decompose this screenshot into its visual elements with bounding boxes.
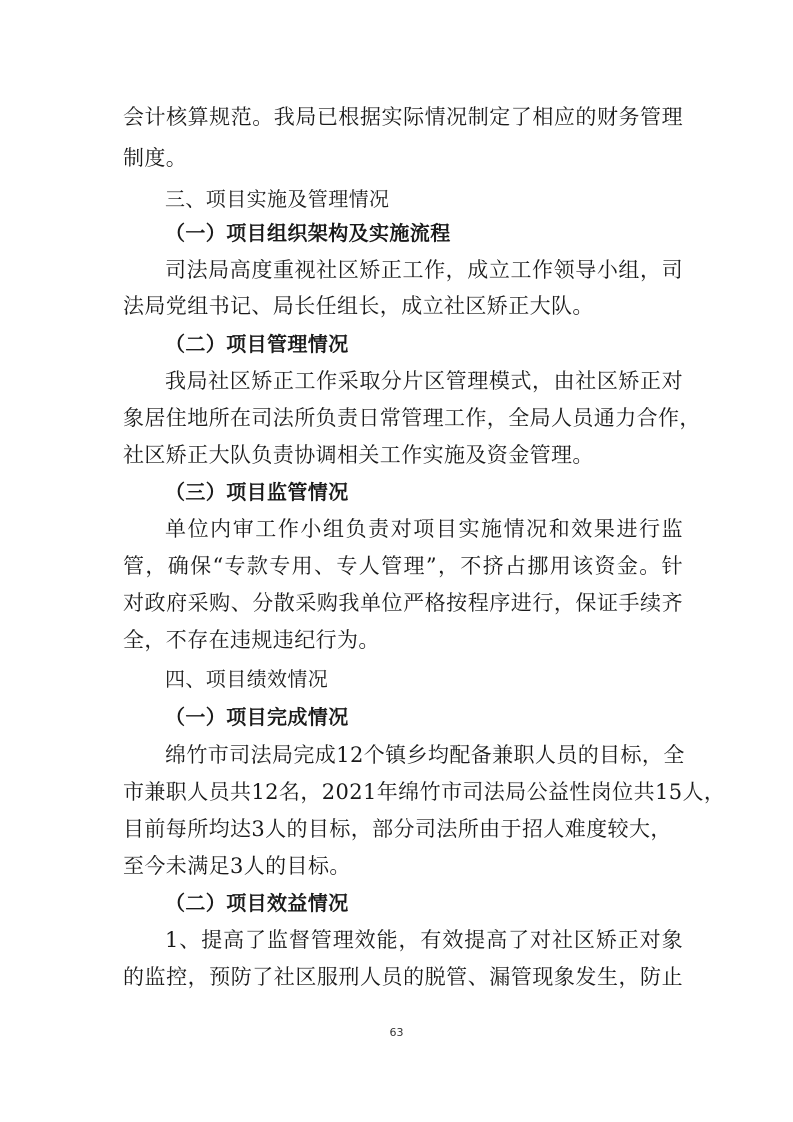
paragraph-line: 单位内审工作小组负责对项目实施情况和效果进行监 — [165, 517, 683, 541]
paragraph-line: 的监控，预防了社区服刑人员的脱管、漏管现象发生，防止 — [123, 965, 683, 989]
paragraph-line: 我局社区矫正工作采取分片区管理模式，由社区矫正对 — [165, 369, 683, 393]
paragraph-line: 目前每所均达3人的目标，部分司法所由于招人难度较大， — [123, 817, 672, 841]
paragraph-line: 会计核算规范。我局已根据实际情况制定了相应的财务管理 — [123, 105, 683, 129]
paragraph-line: 管，确保“专款专用、专人管理”，不挤占挪用该资金。针 — [123, 554, 683, 578]
paragraph-line: 法局党组书记、局长任组长，成立社区矫正大队。 — [123, 294, 594, 318]
page-number: 63 — [389, 1026, 404, 1039]
paragraph-line: 1、提高了监督管理效能，有效提高了对社区矫正对象 — [165, 928, 683, 952]
paragraph-line: 制度。 — [123, 146, 188, 170]
paragraph-line: 对政府采购、分散采购我单位严格按程序进行，保证手续齐 — [123, 591, 683, 615]
paragraph-line: 司法局高度重视社区矫正工作，成立工作领导小组，司 — [165, 258, 683, 282]
paragraph-line: 全，不存在违规违纪行为。 — [123, 628, 380, 652]
section-heading: 三、项目实施及管理情况 — [165, 187, 390, 211]
paragraph-line: 市兼职人员共12名，2021年绵竹市司法局公益性岗位共15人， — [123, 780, 726, 804]
subsection-heading: （三）项目监管情况 — [165, 480, 349, 504]
subsection-heading: （二）项目管理情况 — [165, 332, 349, 356]
subsection-heading: （一）项目组织架构及实施流程 — [165, 221, 451, 245]
paragraph-line: 绵竹市司法局完成12个镇乡均配备兼职人员的目标，全 — [165, 743, 685, 767]
subsection-heading: （二）项目效益情况 — [165, 891, 349, 915]
subsection-heading: （一）项目完成情况 — [165, 705, 349, 729]
paragraph-line: 至今未满足3人的目标。 — [123, 854, 351, 878]
section-heading: 四、项目绩效情况 — [165, 667, 329, 691]
paragraph-line: 象居住地所在司法所负责日常管理工作，全局人员通力合作， — [123, 406, 701, 430]
paragraph-line: 社区矫正大队负责协调相关工作实施及资金管理。 — [123, 443, 594, 467]
